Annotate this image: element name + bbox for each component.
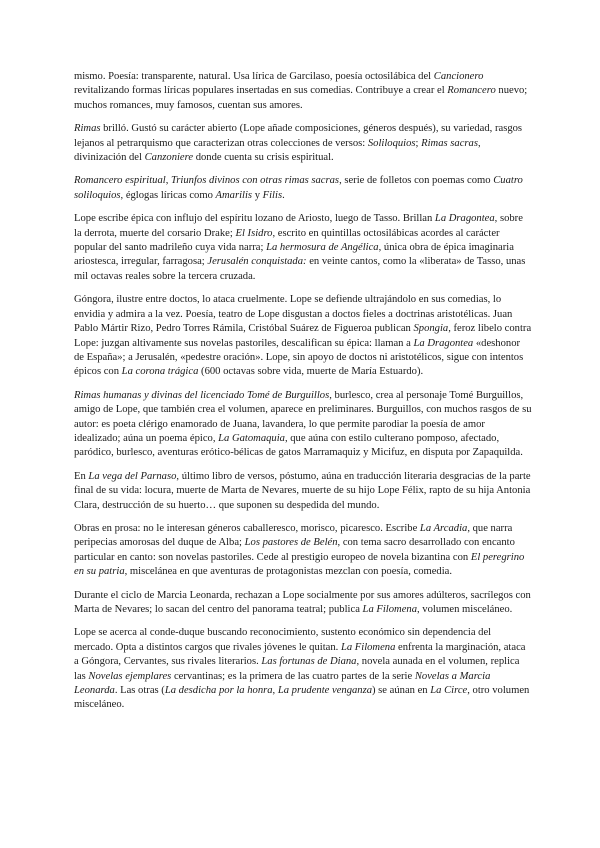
- text-run: , burlesco, crea al personaje Tomé Burguillos, amigo de Lope, que también crea el volumen, aparece en preliminares. Burguillos, con muchos rasgos de su autor: es poeta clérigo enamorado de Juana, lavandera, lo que permite parodiar la poesía de amor idealizado; aúna un poema épico,: [74, 389, 532, 444]
- italic-run: La desdicha por la honra: [164, 685, 273, 697]
- paragraph: [74, 122, 532, 165]
- italic-run: Spongia: [413, 323, 449, 335]
- text-run: nuevo; muchos romances, muy famosos, cuentan sus amores.: [74, 85, 528, 111]
- italic-run: Canzoniere: [144, 152, 194, 164]
- italic-run: Romancero espiritual: [74, 175, 166, 187]
- text-run: , otro volumen misceláneo.: [74, 685, 530, 711]
- text-run: , feroz libelo contra Lope: juzgan altivamente sus novelas pastoriles, descalifican su épica: llaman a: [74, 323, 532, 349]
- text-run: Durante el ciclo de Marcia Leonarda, rechazan a Lope socialmente por sus amores adúlteros, sacrílegos con Marta de Nevares; lo sacan del centro del panorama teatral; publica: [74, 589, 531, 615]
- italic-run: Soliloquios: [367, 137, 416, 149]
- italic-run: Rimas: [74, 123, 101, 135]
- italic-run: La corona trágica: [121, 366, 199, 378]
- italic-run: La Filomena: [340, 641, 396, 653]
- text-run: ;: [415, 137, 422, 149]
- italic-run: Novelas ejemplares: [88, 670, 172, 682]
- text-run: mismo. Poesía: transparente, natural. Usa lírica de Garcilaso, poesía octosilábica del: [74, 71, 434, 82]
- italic-run: La Filomena: [362, 604, 417, 615]
- italic-run: Cancionero: [433, 71, 484, 82]
- paragraph: [74, 470, 532, 513]
- document-page: [74, 70, 532, 722]
- text-run: , divinización del: [74, 137, 481, 164]
- text-run: .: [282, 189, 285, 201]
- text-run: , que aúna con estilo culterano pomposo, afectado, paródico, burlesco, aventuras erótico-bélicas de gatos Marramaquiz y Micifuz, en disputa por Zapaquilda.: [74, 432, 523, 459]
- text-run: , miscelánea en que aventuras de protagonistas mezclan con poesía, comedia.: [124, 566, 453, 578]
- paragraph: [74, 589, 532, 618]
- italic-run: Rimas sacras: [421, 137, 478, 149]
- text-run: ) se aúnan en: [372, 685, 431, 697]
- text-run: En: [74, 470, 89, 482]
- italic-run: La Dragontea: [413, 337, 474, 349]
- text-run: . Las otras (: [114, 685, 165, 697]
- italic-run: Novelas a Marcia Leonarda: [74, 670, 491, 697]
- text-run: Obras en prosa: no le interesan géneros caballeresco, morisco, picaresco. Escribe: [74, 522, 420, 534]
- text-run: «deshonor de España»; a Jerusalén, «pedestre oración». Lope, sin apoyo de doctos ni aristotélicos, sigue con intentos épicos con: [74, 337, 524, 378]
- text-run: enfrenta la marginación, ataca a Góngora, Cervantes, sus rivales literarios.: [74, 641, 526, 668]
- text-run: (600 octavas sobre vida, muerte de María Estuardo).: [198, 366, 424, 378]
- italic-run: La Arcadia: [419, 522, 468, 534]
- text-run: , último libro de versos, póstumo, aúna en traducción literaria desgracias de la parte final de su vida: locura, muerte de Marta de Nevares, muerte de su hijo Lope Félix, rapto de su hija Antonia Clara, destrucción de su huerto… que suponen su despedida del mundo.: [74, 470, 531, 511]
- text-run: ,: [165, 175, 171, 187]
- italic-run: Jerusalén conquistada:: [207, 256, 307, 268]
- text-run: , con tema sacro desarrollado con encanto particular en canto: son novelas pastoriles. Cede al prestigio europeo de novela bizantina con: [74, 537, 515, 563]
- text-run: , volumen misceláneo.: [417, 604, 513, 615]
- text-run: , novela aunada en el volumen, replica las: [74, 656, 520, 682]
- text-run: revitalizando formas líricas populares insertadas en sus comedias. Contribuye a crear el: [74, 85, 448, 97]
- paragraph: [74, 522, 532, 580]
- text-run: , que narra peripecias amorosas del duque de Alba;: [74, 522, 513, 549]
- italic-run: Filis: [262, 189, 283, 201]
- text-run: , églogas líricas como: [120, 189, 216, 201]
- italic-run: El peregrino en su patria: [74, 551, 525, 578]
- document-body: [74, 70, 532, 713]
- text-run: brilló. Gustó su carácter abierto (Lope añade composiciones, géneros después), su variedad, rasgos lejanos al petrarquismo que caracterizan otras colecciones de versos:: [74, 123, 523, 149]
- italic-run: Amarilis: [215, 189, 253, 201]
- italic-run: La Gatomaquia: [218, 432, 285, 444]
- text-run: ,: [272, 685, 278, 697]
- text-run: Lope se acerca al conde-duque buscando reconocimiento, sustento económico sin dependencia del mercado. Opta a distintos cargos que rivales jóvenes le quitan.: [74, 627, 492, 653]
- text-run: y: [252, 189, 263, 201]
- italic-run: Romancero: [447, 85, 496, 97]
- paragraph: [74, 70, 532, 113]
- italic-run: El Isidro: [235, 227, 273, 239]
- paragraph: [74, 212, 532, 284]
- italic-run: Triunfos divinos con otras rimas sacras: [171, 175, 340, 187]
- text-run: , sobre la derrota, muerte del corsario Drake;: [74, 213, 523, 239]
- italic-run: La hermosura de Angélica: [266, 242, 379, 254]
- text-run: Lope escribe épica con influjo del espíritu lozano de Ariosto, luego de Tasso. Brillan: [74, 213, 435, 225]
- text-run: Góngora, ilustre entre doctos, lo ataca cruelmente. Lope se defiende ultrajándolo en sus comedias, lo envidia y admira a la vez. Poesía, teatro de Lope disgustan a doctos fieles a doctrinas aristotélicas. Juan Pablo Mártir Rizo, Pedro Torres Rámila, Cristóbal Suárez de Figueroa publican: [74, 294, 513, 335]
- text-run: en veinte cantos, como la «liberata» de Tasso, unas mil octavas reales sobre la tercera cruzada.: [74, 256, 526, 282]
- italic-run: Las fortunas de Diana: [261, 656, 357, 668]
- italic-run: Los pastores de Belén: [244, 537, 338, 549]
- text-run: , única obra de épica imaginaria ariostesca, irregular, farragosa;: [74, 242, 514, 268]
- italic-run: Cuatro soliloquios: [74, 175, 523, 201]
- italic-run: Rimas humanas y divinas del licenciado Tomé de Burguillos: [74, 389, 330, 401]
- italic-run: La Dragontea: [434, 213, 495, 225]
- italic-run: La Circe: [430, 685, 468, 697]
- text-run: cervantinas; es la primera de las cuatro partes de la serie: [171, 670, 415, 682]
- text-run: , escrito en quintillas octosilábicas acordes al carácter popular del santo madrileño cuya vida narra;: [74, 227, 500, 254]
- text-run: donde cuenta su crisis espiritual.: [193, 152, 334, 164]
- italic-run: La vega del Parnaso: [88, 470, 177, 482]
- paragraph: [74, 389, 532, 461]
- paragraph: [74, 626, 532, 712]
- text-run: , serie de folletos con poemas como: [339, 175, 494, 187]
- paragraph: [74, 174, 532, 203]
- paragraph: [74, 293, 532, 379]
- italic-run: La prudente venganza: [277, 685, 372, 697]
